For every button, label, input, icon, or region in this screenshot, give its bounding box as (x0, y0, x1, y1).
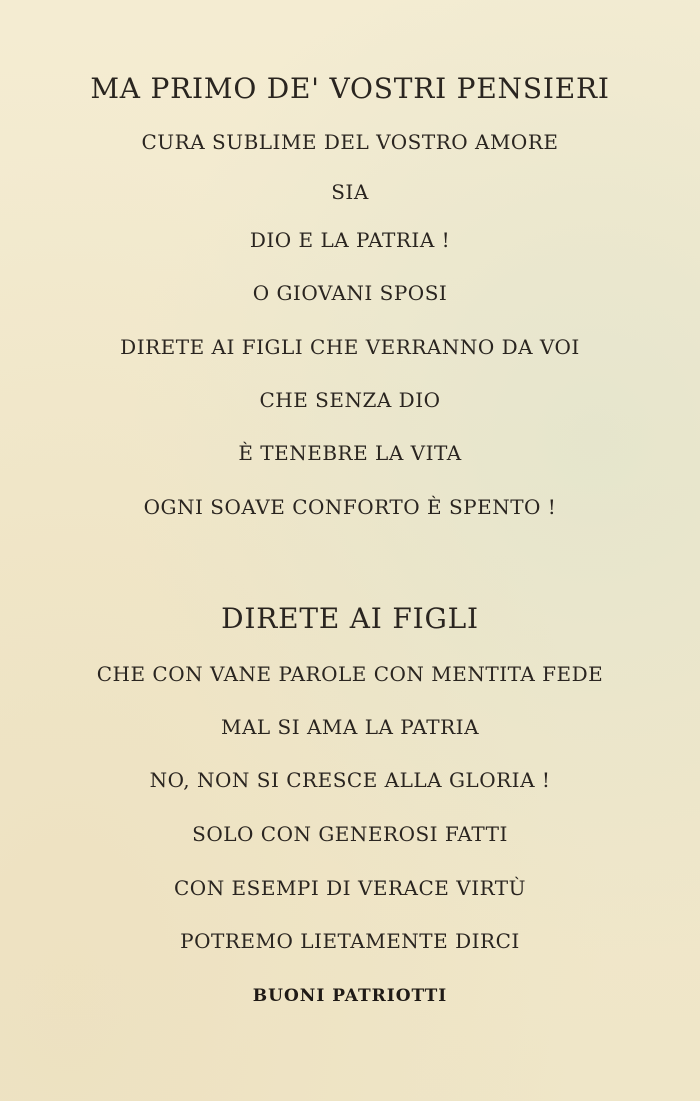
stanza2-line-2: MAL SI AMA LA PATRIA (220, 715, 480, 739)
stanza1-line-8: OGNI SOAVE CONFORTO È SPENTO ! (143, 495, 557, 519)
stanza2-line-6: POTREMO LIETAMENTE DIRCI (180, 929, 520, 953)
stanza1-line-6: CHE SENZA DIO (259, 388, 441, 412)
stanza1-heading: MA PRIMO DE' VOSTRI PENSIERI (90, 72, 610, 105)
stanza2-line-4: SOLO CON GENEROSI FATTI (192, 822, 508, 846)
stanza1-line-1: CURA SUBLIME DEL VOSTRO AMORE (141, 130, 559, 154)
closing-line: BUONI PATRIOTTI (252, 986, 448, 1006)
stanza1-line-4: O GIOVANI SPOSI (252, 281, 448, 305)
stanza1-line-3: DIO E LA PATRIA ! (249, 228, 451, 252)
stanza1-line-5: DIRETE AI FIGLI CHE VERRANNO DA VOI (120, 335, 580, 359)
stanza1-line-7: È TENEBRE LA VITA (238, 441, 462, 465)
stanza1-line-2: SIA (331, 180, 369, 204)
stanza2-line-1: CHE CON VANE PAROLE CON MENTITA FEDE (96, 662, 604, 686)
stanza2-heading: DIRETE AI FIGLI (221, 602, 479, 635)
stanza2-line-5: CON ESEMPI DI VERACE VIRTÙ (174, 876, 526, 900)
stanza2-line-3: NO, NON SI CRESCE ALLA GLORIA ! (149, 768, 551, 792)
